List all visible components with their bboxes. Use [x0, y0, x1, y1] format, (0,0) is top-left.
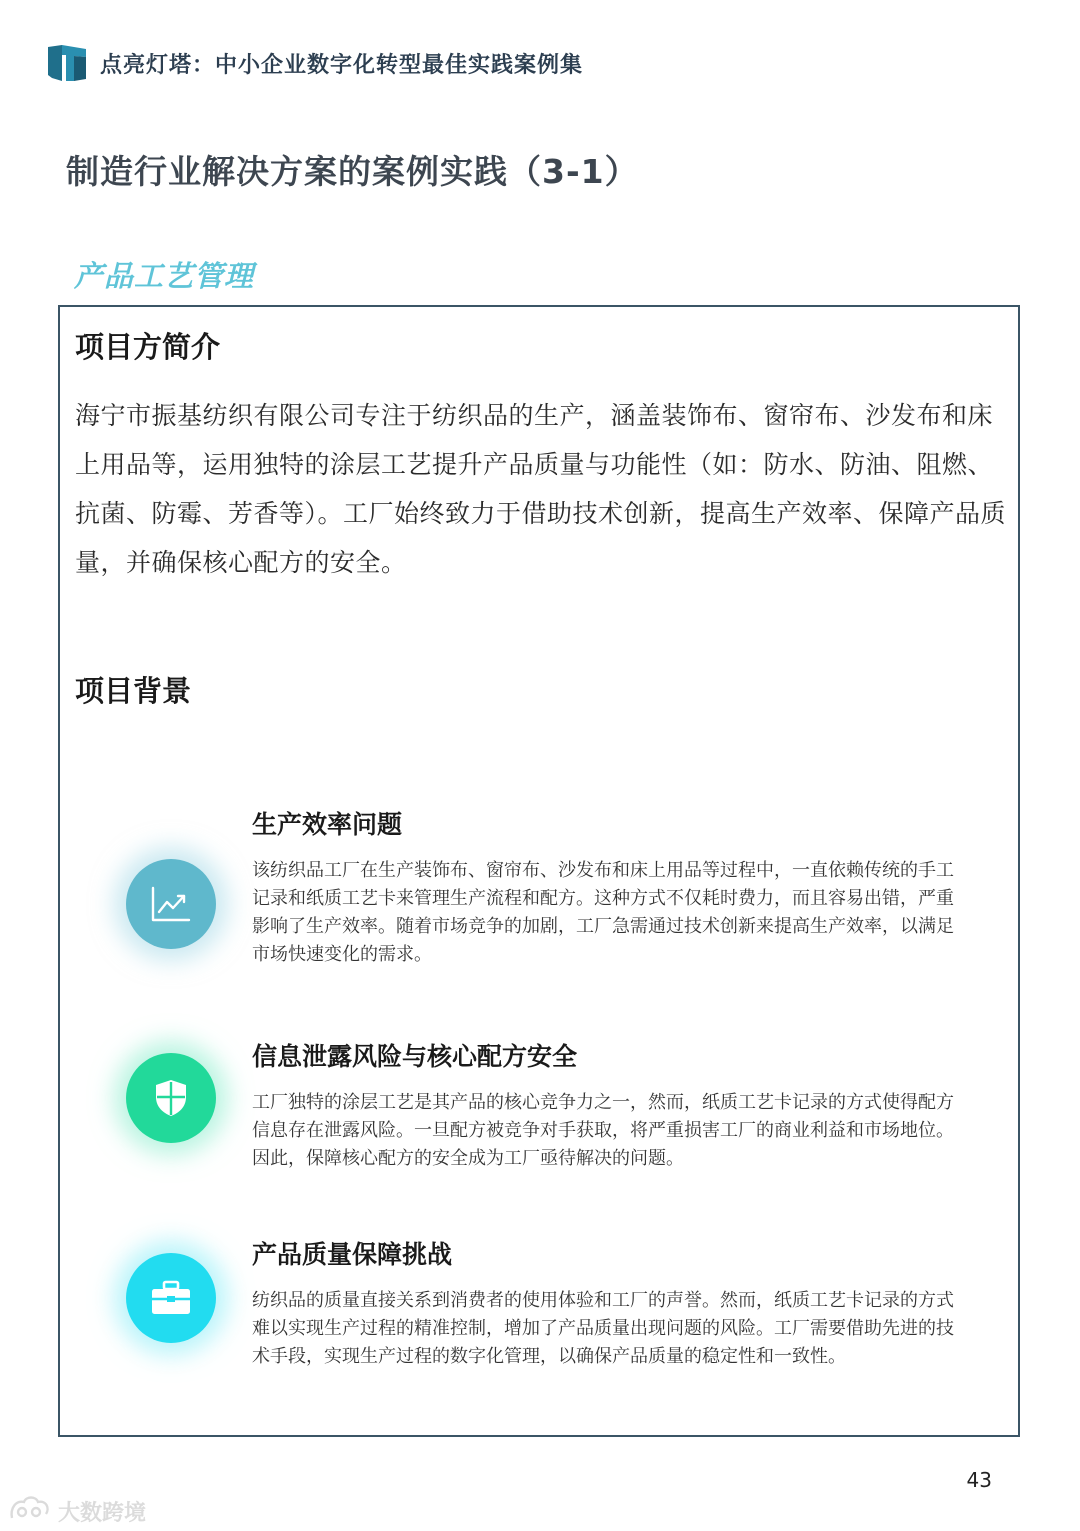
header-title: 点亮灯塔：中小企业数字化转型最佳实践案例集: [100, 52, 584, 78]
page-title: 制造行业解决方案的案例实践（3-1）: [66, 152, 639, 191]
background-heading: 项目背景: [75, 674, 192, 708]
item-text: 纺织品的质量直接关系到消费者的使用体验和工厂的声誉。然而，纸质工艺卡记录的方式难以实现生产过程的精准控制，增加了产品质量出现问题的风险。工厂需要借助先进的技术手段，实现生产过程的数字化管理，以确保产品质量的稳定性和一致性。: [252, 1290, 954, 1367]
watermark: [8, 1494, 146, 1528]
item-title: 信息泄露风险与核心配方安全: [252, 1042, 578, 1071]
content-box: [58, 305, 1020, 1437]
page-number: 43: [966, 1468, 992, 1492]
intro-heading: 项目方简介: [75, 330, 221, 364]
watermark-text: 大数跨境: [58, 1500, 147, 1526]
trend-chart-icon: [126, 859, 216, 949]
item-title: 生产效率问题: [252, 810, 403, 839]
shield-icon: [126, 1053, 216, 1143]
item-text: 该纺织品工厂在生产装饰布、窗帘布、沙发布和床上用品等过程中，一直依赖传统的手工记录和纸质工艺卡来管理生产流程和配方。这种方式不仅耗时费力，而且容易出错，严重影响了生产效率。随着市场竞争的加剧，工厂急需通过技术创新来提高生产效率，以满足市场快速变化的需求。: [252, 860, 954, 965]
watermark-logo-icon: [8, 1494, 52, 1528]
header: [48, 44, 583, 82]
toolbox-icon: [126, 1253, 216, 1343]
section-subtitle: 产品工艺管理: [74, 259, 255, 293]
item-title: 产品质量保障挑战: [252, 1240, 453, 1269]
lighthouse-t-logo: [48, 45, 86, 81]
intro-text: 海宁市振基纺织有限公司专注于纺织品的生产，涵盖装饰布、窗帘布、沙发布和床上用品等，运用独特的涂层工艺提升产品质量与功能性（如：防水、防油、阻燃、抗菌、防霉、芳香等）。工厂始终致力于借助技术创新，提高生产效率、保障产品质量，并确保核心配方的安全。: [75, 401, 1007, 577]
item-text: 工厂独特的涂层工艺是其产品的核心竞争力之一，然而，纸质工艺卡记录的方式使得配方信息存在泄露风险。一旦配方被竞争对手获取，将严重损害工厂的商业利益和市场地位。因此，保障核心配方的安全成为工厂亟待解决的问题。: [252, 1092, 954, 1169]
